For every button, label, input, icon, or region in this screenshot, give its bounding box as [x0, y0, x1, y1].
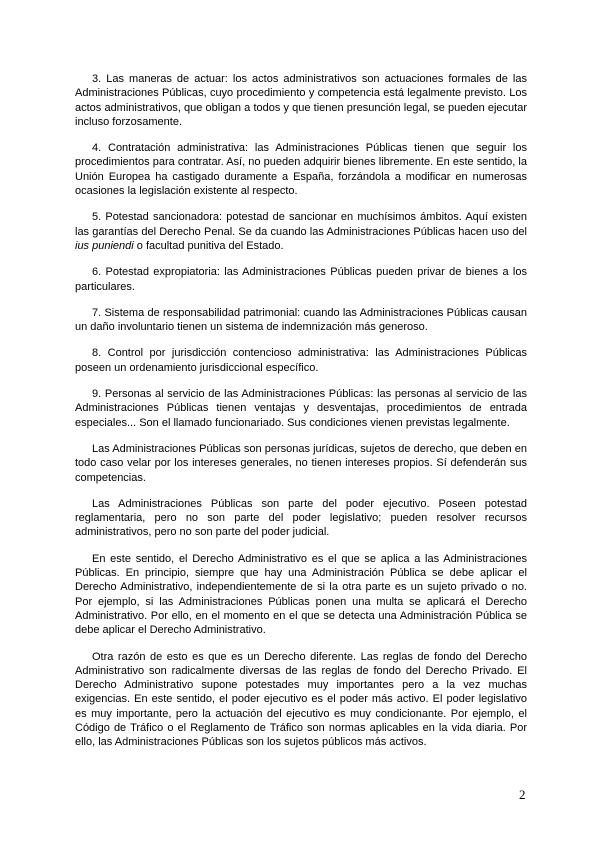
- paragraph-item-6: 6. Potestad expropiatoria: las Administraciones Públicas pueden privar de bienes a los particulares.: [75, 266, 527, 293]
- paragraph-personas-juridicas: Las Administraciones Públicas son personas jurídicas, sujetos de derecho, que deben en todo caso velar por los intereses generales, no tienen intereses propios. Sí defenderán sus competencias.: [75, 442, 527, 484]
- paragraph-item-7: 7. Sistema de responsabilidad patrimonial: cuando las Administraciones Públicas causan un daño involuntario tienen un sistema de indemnización más generoso.: [75, 306, 527, 334]
- paragraph-item-8: 8. Control por jurisdicción contencioso administrativa: las Administraciones Públicas poseen un ordenamiento jurisdiccional específico.: [75, 347, 527, 374]
- page-number: 2: [519, 787, 526, 802]
- paragraph-item-5-start: 5. Potestad sancionadora: potestad de sancionar en muchísimos ámbitos. Aquí existen las garantías del Derecho Penal. Se da cuando las Administraciones Públicas hacen uso del: [75, 211, 527, 238]
- body-text: [75, 72, 527, 762]
- paragraph-item-5: [75, 210, 527, 253]
- paragraph-item-9: 9. Personas al servicio de las Administraciones Públicas: las personas al servicio de las Administraciones Públicas tienen ventajas y desventajas, procedimientos de entrada especiales... Son el llamado funcionariado. Sus condiciones vienen previstas legalmente.: [75, 388, 527, 429]
- paragraph-item-4: 4. Contratación administrativa: las Administraciones Públicas tienen que seguir los procedimientos para contratar. Así, no pueden adquirir bienes libremente. En este sentido, la Unión Europea ha castigado duramente a España, forzándola a modificar en numerosas ocasiones la legislación existente al respecto.: [75, 142, 527, 198]
- paragraph-derecho-diferente: Otra razón de esto es que es un Derecho diferente. Las reglas de fondo del Derecho Administrativo son radicalmente diversas de las reglas de fondo del Derecho Privado. El Derecho Administrativo supone potestades muy importantes pero a la vez muchas exigencias. En este sentido, el poder ejecutivo es el poder más activo. El poder legislativo es muy importante, pero la actuación del ejecutivo es muy condicionante. Por ejemplo, el Código de Tráfico o el Reglamento de Tráfico son normas aplicables en la vida diaria. Por ello, las Administraciones Públicas son los sujetos públicos más activos.: [75, 650, 527, 749]
- latin-term: ius puniendi: [75, 239, 134, 252]
- paragraph-derecho-administrativo: En este sentido, el Derecho Administrativo es el que se aplica a las Administraciones Públicas. En principio, siempre que hay una Administración Pública se debe aplicar el Derecho Administrativo, independientemente de si la otra parte es un sujeto privado o no. Por ejemplo, si las Administraciones Públicas ponen una multa se aplicará el Derecho Administrativo. Por ello, en el momento en el que se detecta una Administración Pública se debe aplicar el Derecho Administrativo.: [75, 552, 527, 637]
- paragraph-item-5-end: o facultad punitiva del Estado.: [133, 239, 284, 252]
- paragraph-poder-ejecutivo: Las Administraciones Públicas son parte del poder ejecutivo. Poseen potestad reglamentaria, pero no son parte del poder legislativo; pueden resolver recursos administrativos, pero no son parte del poder judicial.: [75, 497, 527, 539]
- paragraph-item-3: 3. Las maneras de actuar: los actos administrativos son actuaciones formales de las Administraciones Públicas, cuyo procedimiento y competencia está legalmente previsto. Los actos administrativos, que obligan a todos y que tienen presunción legal, se pueden ejecutar incluso forzosamente.: [75, 73, 527, 128]
